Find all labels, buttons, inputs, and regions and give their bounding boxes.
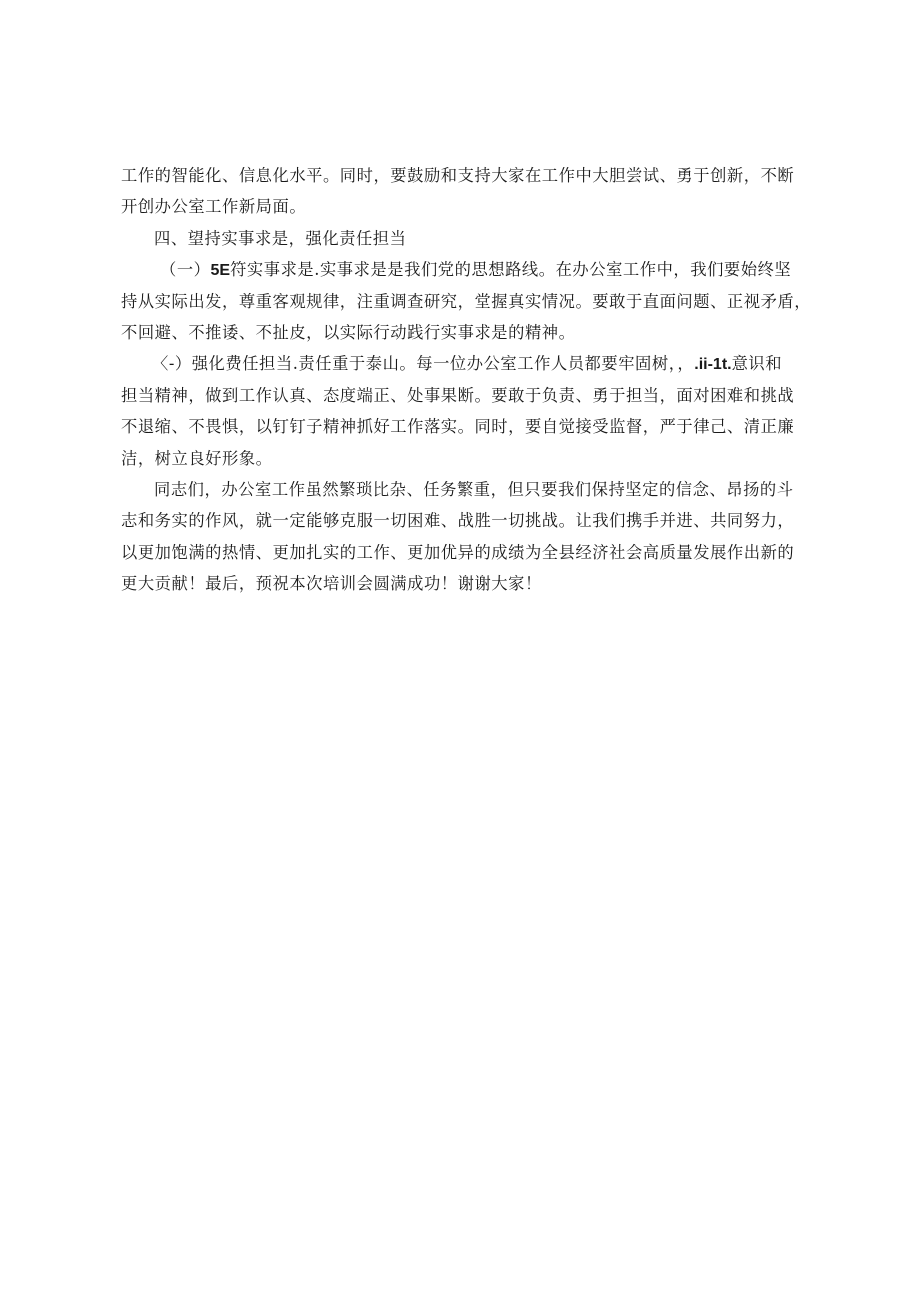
ocr-fragment: 5E: [210, 262, 231, 280]
text-line: 开创办公室工作新局面。: [121, 197, 307, 217]
text-line: [121, 348, 801, 379]
text-fragment: 〈-）强化费任担当.责任重于泰山。每一位办公室工作人员都要牢固树，，: [152, 354, 695, 374]
section-heading: [121, 223, 801, 254]
text-line: 担当精神，做到工作认真、态度端正、处事果断。要敢于负责、勇于担当，面对困难和挑战: [121, 385, 795, 405]
text-line: 志和务实的作风，就一定能够克服一切困难、战胜一切挑战。让我们携手并进、共同努力，: [121, 511, 795, 531]
heading-text: 四、望持实事求是，强化责任担当: [154, 228, 407, 248]
text-line: 工作的智能化、信息化水平。同时，要鼓励和支持大家在工作中大胆尝试、勇于创新，不断: [121, 166, 795, 185]
item-number: （一）: [160, 260, 211, 280]
text-line: 洁，树立良好形象。: [121, 448, 273, 468]
text-line: 更大贡献！最后，预祝本次培训会圆满成功！谢谢大家！: [121, 574, 542, 594]
paragraph-closing: [121, 474, 801, 600]
document-body: [121, 160, 812, 599]
text-line: [121, 254, 801, 285]
paragraph-intro: [121, 160, 801, 223]
text-line: 以更加饱满的热情、更加扎实的工作、更加优异的成绩为全县经济社会高质量发展作出新的: [121, 542, 795, 562]
paragraph-seek-truth: [121, 254, 812, 348]
text-fragment: 意识和: [731, 354, 783, 374]
paragraph-responsibility: [121, 348, 801, 474]
text-line: 不回避、不推诿、不扯皮，以实际行动践行实事求是的精神。: [121, 322, 576, 342]
text-line: 持从实际出发，尊重客观规律，注重调查研究，堂握真实情况。要敢于直面问题、正视矛盾，: [121, 291, 812, 311]
ocr-fragment: .ii-1t.: [694, 356, 732, 374]
text-line: 同志们，办公室工作虽然繁琐比杂、任务繁重，但只要我们保持坚定的信念、昂扬的斗: [154, 479, 794, 499]
text-fragment: 符实事求是.实事求是是我们党的思想路线。在办公室工作中，我们要始终坚: [230, 260, 792, 280]
text-line: 不退缩、不畏惧，以钉钉子精神抓好工作落实。同时，要自觉接受监督，严于律己、清正廉: [121, 417, 795, 437]
